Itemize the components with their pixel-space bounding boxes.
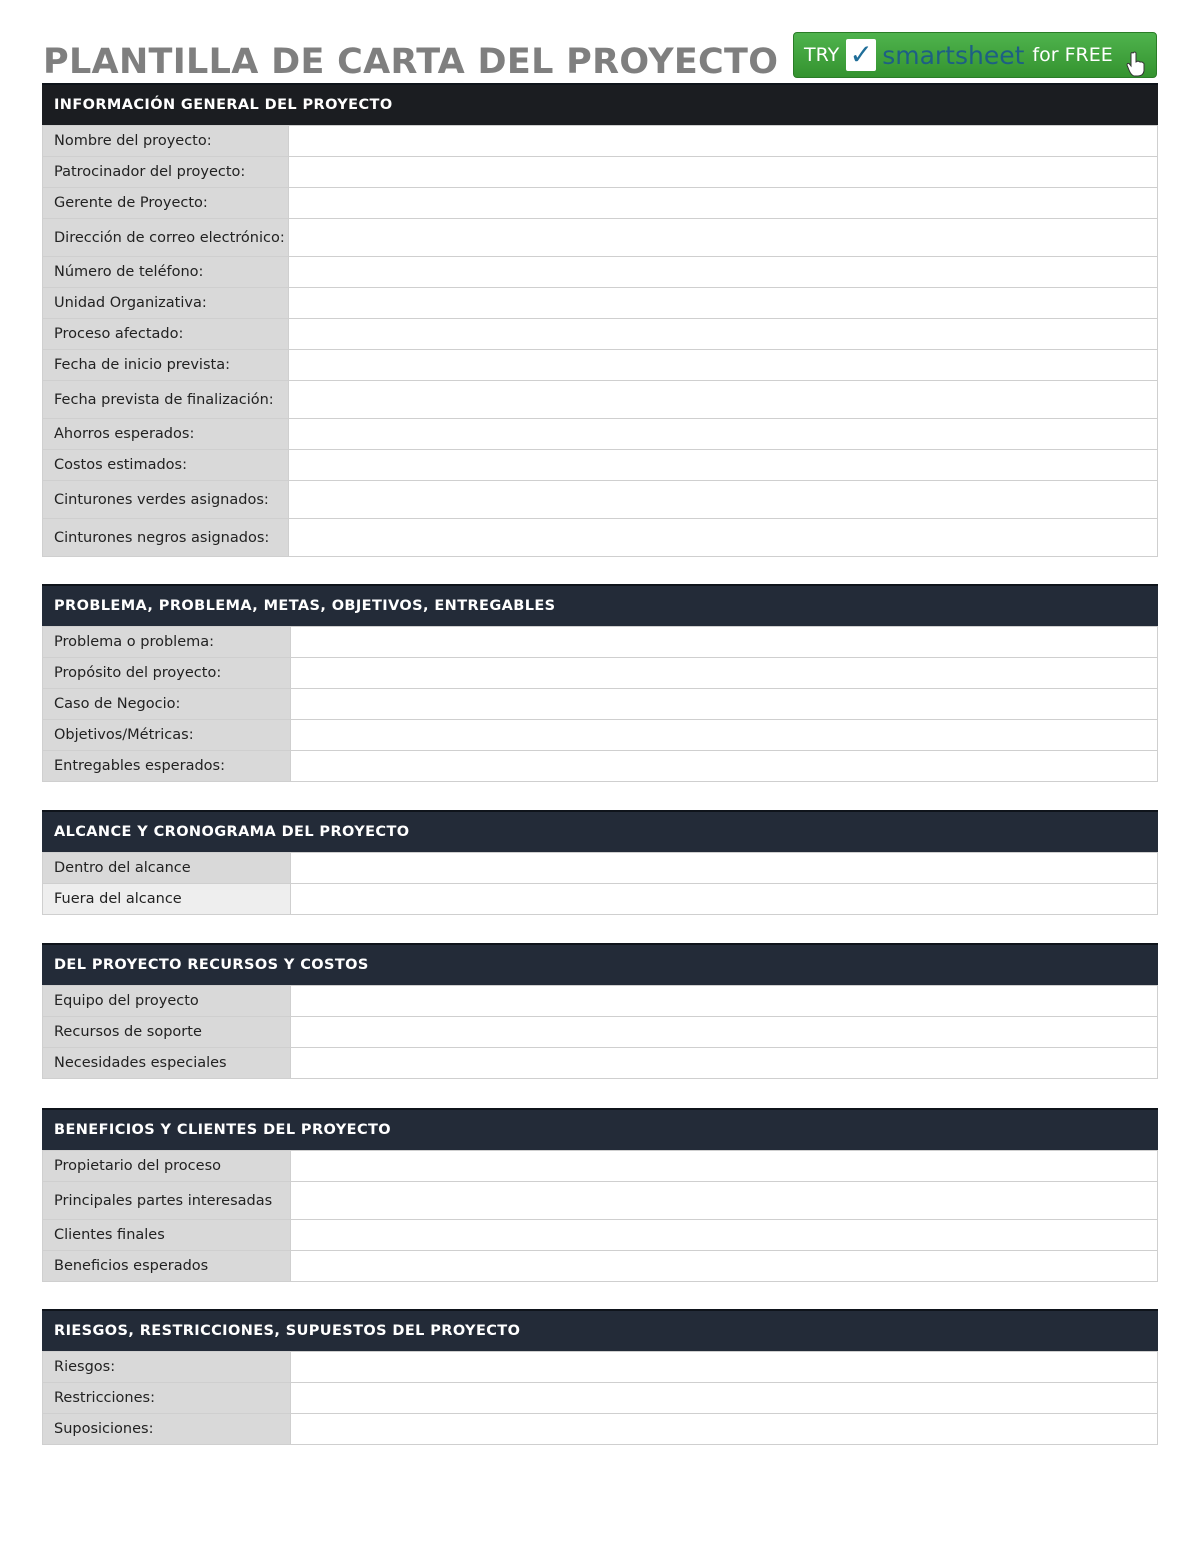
field-label: Fecha prevista de finalización: [43,381,289,419]
field-value[interactable] [291,720,1158,751]
form-row [43,1383,1158,1414]
field-value[interactable] [291,1352,1158,1383]
text-input[interactable] [291,760,1157,776]
form-row [43,1352,1158,1383]
form-row [43,288,1158,319]
text-input[interactable] [289,493,1157,509]
text-input[interactable] [291,1260,1157,1276]
text-input[interactable] [291,1229,1157,1245]
text-input[interactable] [291,729,1157,745]
field-value[interactable] [289,350,1158,381]
form-row [43,627,1158,658]
field-value[interactable] [291,658,1158,689]
form-row [43,450,1158,481]
form-row [43,884,1158,915]
form-row [43,350,1158,381]
field-value[interactable] [289,188,1158,219]
field-label: Suposiciones: [43,1414,291,1445]
field-label: Fuera del alcance [43,884,291,915]
form-row [43,1414,1158,1445]
brand-part-a: smart [882,40,955,70]
field-label: Caso de Negocio: [43,689,291,720]
form-row [43,658,1158,689]
section-scope-schedule [42,810,1158,915]
text-input[interactable] [289,359,1157,375]
field-value[interactable] [291,1017,1158,1048]
field-value[interactable] [289,126,1158,157]
form-row [43,1017,1158,1048]
form-row [43,986,1158,1017]
text-input[interactable] [291,893,1157,909]
form-row [43,219,1158,257]
promo-free-label: for FREE [1032,44,1113,66]
form-row [43,1048,1158,1079]
field-label: Patrocinador del proyecto: [43,157,289,188]
section-risks-constraints [42,1309,1158,1445]
field-label: Propietario del proceso [43,1151,291,1182]
field-label: Objetivos/Métricas: [43,720,291,751]
field-value[interactable] [289,419,1158,450]
form-row [43,1151,1158,1182]
field-label: Clientes finales [43,1220,291,1251]
field-value[interactable] [291,1182,1158,1220]
field-value[interactable] [289,219,1158,257]
field-value[interactable] [291,1151,1158,1182]
field-value[interactable] [291,689,1158,720]
form-table [42,1150,1158,1282]
field-value[interactable] [291,1383,1158,1414]
section-resources-costs [42,943,1158,1079]
field-label: Dentro del alcance [43,853,291,884]
field-value[interactable] [291,1048,1158,1079]
text-input[interactable] [291,636,1157,652]
field-label: Ahorros esperados: [43,419,289,450]
field-label: Propósito del proyecto: [43,658,291,689]
section-heading: INFORMACIÓN GENERAL DEL PROYECTO [42,83,1158,125]
text-input[interactable] [291,667,1157,683]
field-value[interactable] [291,853,1158,884]
field-label: Cinturones negros asignados: [43,519,289,557]
field-label: Número de teléfono: [43,257,289,288]
text-input[interactable] [289,166,1157,182]
field-value[interactable] [289,519,1158,557]
checkmark-icon: ✓ [846,39,876,71]
field-label: Entregables esperados: [43,751,291,782]
field-value[interactable] [291,1414,1158,1445]
form-table [42,125,1158,557]
form-row [43,519,1158,557]
text-input[interactable] [289,297,1157,313]
form-table [42,1351,1158,1445]
page-title: PLANTILLA DE CARTA DEL PROYECTO [43,42,779,82]
field-label: Fecha de inicio prevista: [43,350,289,381]
form-row [43,257,1158,288]
field-value[interactable] [289,288,1158,319]
section-problem-goals [42,584,1158,782]
field-value[interactable] [291,751,1158,782]
form-row [43,157,1158,188]
field-label: Gerente de Proyecto: [43,188,289,219]
section-benefits-customers [42,1108,1158,1282]
section-general-info [42,83,1158,557]
form-row [43,1220,1158,1251]
hand-pointer-icon [1126,51,1148,77]
field-label: Equipo del proyecto [43,986,291,1017]
field-value[interactable] [291,1220,1158,1251]
text-input[interactable] [291,1423,1157,1439]
text-input[interactable] [289,135,1157,151]
form-table [42,985,1158,1079]
field-value[interactable] [289,257,1158,288]
section-heading: PROBLEMA, PROBLEMA, METAS, OBJETIVOS, ENTREGABLES [42,584,1158,626]
text-input[interactable] [291,995,1157,1011]
text-input[interactable] [289,428,1157,444]
form-row [43,751,1158,782]
text-input[interactable] [289,197,1157,213]
field-label: Principales partes interesadas [43,1182,291,1220]
field-label: Problema o problema: [43,627,291,658]
field-label: Nombre del proyecto: [43,126,289,157]
field-value[interactable] [289,319,1158,350]
form-row [43,1182,1158,1220]
field-value[interactable] [289,481,1158,519]
section-heading: DEL PROYECTO RECURSOS Y COSTOS [42,943,1158,985]
field-value[interactable] [291,884,1158,915]
form-row [43,319,1158,350]
smartsheet-logo-text [882,41,1024,70]
field-label: Unidad Organizativa: [43,288,289,319]
form-row [43,853,1158,884]
text-input[interactable] [289,459,1157,475]
form-row [43,689,1158,720]
text-input[interactable] [291,1160,1157,1176]
form-row [43,419,1158,450]
field-value[interactable] [289,450,1158,481]
section-heading: BENEFICIOS Y CLIENTES DEL PROYECTO [42,1108,1158,1150]
form-row [43,720,1158,751]
field-label: Cinturones verdes asignados: [43,481,289,519]
form-row [43,1251,1158,1282]
try-smartsheet-button[interactable] [793,32,1157,78]
text-input[interactable] [289,266,1157,282]
field-value[interactable] [291,1251,1158,1282]
brand-part-b: sheet [954,40,1025,70]
text-input[interactable] [289,393,1157,409]
promo-try-label: TRY [804,44,840,66]
form-table [42,626,1158,782]
text-input[interactable] [289,231,1157,247]
field-label: Dirección de correo electrónico: [43,219,289,257]
field-value[interactable] [291,986,1158,1017]
field-label: Proceso afectado: [43,319,289,350]
field-value[interactable] [289,157,1158,188]
text-input[interactable] [291,1392,1157,1408]
section-heading: RIESGOS, RESTRICCIONES, SUPUESTOS DEL PROYECTO [42,1309,1158,1351]
field-value[interactable] [291,627,1158,658]
text-input[interactable] [291,1361,1157,1377]
text-input[interactable] [291,1194,1157,1210]
field-label: Restricciones: [43,1383,291,1414]
form-row [43,188,1158,219]
text-input[interactable] [289,531,1157,547]
field-label: Recursos de soporte [43,1017,291,1048]
field-label: Riesgos: [43,1352,291,1383]
text-input[interactable] [289,328,1157,344]
text-input[interactable] [291,698,1157,714]
field-label: Necesidades especiales [43,1048,291,1079]
form-table [42,852,1158,915]
form-row [43,381,1158,419]
field-label: Costos estimados: [43,450,289,481]
text-input[interactable] [291,1026,1157,1042]
section-heading: ALCANCE Y CRONOGRAMA DEL PROYECTO [42,810,1158,852]
text-input[interactable] [291,862,1157,878]
field-label: Beneficios esperados [43,1251,291,1282]
field-value[interactable] [289,381,1158,419]
text-input[interactable] [291,1057,1157,1073]
form-row [43,126,1158,157]
form-row [43,481,1158,519]
